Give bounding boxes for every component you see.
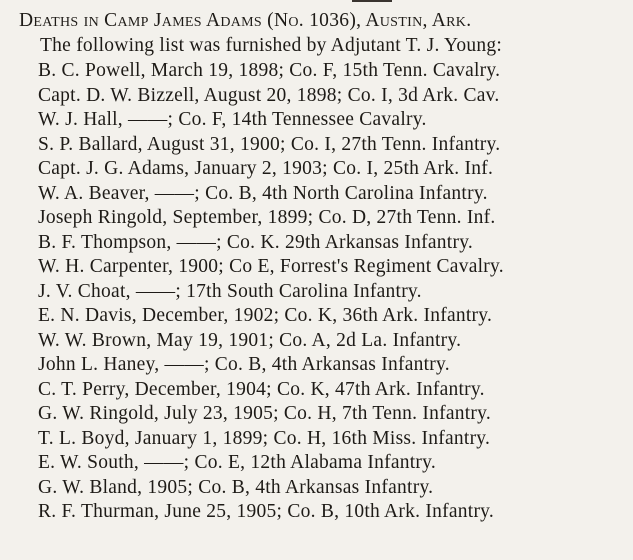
death-entry: J. V. Choat, ——; 17th South Carolina Infantry. bbox=[38, 280, 422, 302]
death-entry: G. W. Bland, 1905; Co. B, 4th Arkansas Infantry. bbox=[38, 476, 434, 498]
death-entry: E. N. Davis, December, 1902; Co. K, 36th Ark. Infantry. bbox=[38, 305, 493, 326]
death-list bbox=[38, 59, 504, 525]
section-heading: Deaths in Camp James Adams (No. 1036), Austin, Ark. bbox=[19, 10, 472, 31]
death-entry: G. W. Ringold, July 23, 1905; Co. H, 7th Tenn. Infantry. bbox=[38, 403, 492, 424]
death-entry: W. A. Beaver, ——; Co. B, 4th North Carolina Infantry. bbox=[38, 182, 488, 204]
death-entry: R. F. Thurman, June 25, 1905; Co. B, 10th Ark. Infantry. bbox=[38, 501, 495, 522]
death-entry: Joseph Ringold, September, 1899; Co. D, 27th Tenn. Inf. bbox=[38, 207, 496, 228]
death-entry: W. J. Hall, ——; Co. F, 14th Tennessee Cavalry. bbox=[38, 109, 427, 130]
intro-line: The following list was furnished by Adjutant T. J. Young: bbox=[40, 35, 503, 56]
death-entry: John L. Haney, ——; Co. B, 4th Arkansas Infantry. bbox=[38, 354, 450, 375]
death-entry: Capt. J. G. Adams, January 2, 1903; Co. I, 25th Ark. Inf. bbox=[38, 158, 494, 179]
death-entry: W. W. Brown, May 19, 1901; Co. A, 2d La. Infantry. bbox=[38, 329, 462, 351]
death-entry: W. H. Carpenter, 1900; Co E, Forrest's Regiment Cavalry. bbox=[38, 256, 504, 277]
top-rule bbox=[352, 0, 392, 2]
death-entry: C. T. Perry, December, 1904; Co. K, 47th Ark. Infantry. bbox=[38, 378, 485, 400]
death-entry: B. C. Powell, March 19, 1898; Co. F, 15th Tenn. Cavalry. bbox=[38, 60, 501, 81]
death-entry: S. P. Ballard, August 31, 1900; Co. I, 27th Tenn. Infantry. bbox=[38, 133, 501, 155]
death-entry: T. L. Boyd, January 1, 1899; Co. H, 16th Miss. Infantry. bbox=[38, 427, 491, 449]
death-entry: E. W. South, ——; Co. E, 12th Alabama Infantry. bbox=[38, 452, 437, 473]
death-entry: B. F. Thompson, ——; Co. K. 29th Arkansas Infantry. bbox=[38, 231, 474, 253]
death-entry: Capt. D. W. Bizzell, August 20, 1898; Co. I, 3d Ark. Cav. bbox=[38, 84, 500, 106]
